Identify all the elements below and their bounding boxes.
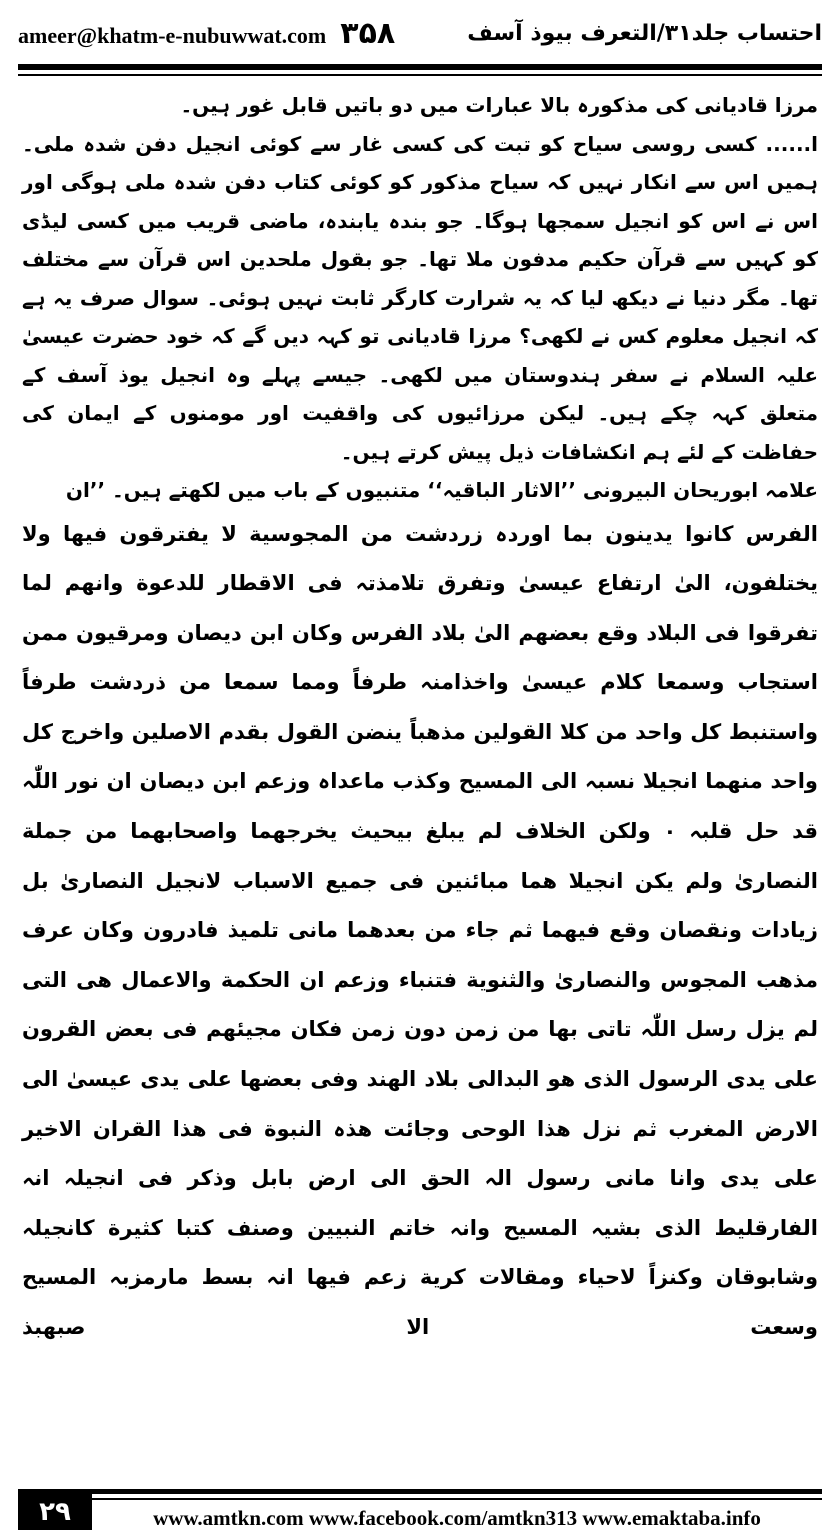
header-left	[18, 16, 395, 51]
urdu-commentary	[22, 86, 818, 510]
header-rule-thin	[18, 74, 822, 76]
header-rule-thick	[18, 64, 822, 70]
page-content	[22, 86, 818, 1353]
footer-links: www.amtkn.com www.facebook.com/amtkn313 www.emaktaba.info	[153, 1505, 761, 1530]
footer-page-box: ۲۹	[18, 1494, 92, 1530]
arabic-paragraph: الفرس کانوا یدینون بما اوردہ زردشت من المجوسیة لا یفترقون فیھا ولا یختلفون، الیٰ ارتفاع عیسیٰ وتفرق تلامذتہ فی الاقطار للدعوة وانھم لما تفرقوا فی البلاد وقع بعضھم الیٰ بلاد الفرس وکان ابن دیصان ومرقیون ممن استجاب وسمعا کلام عیسیٰ واخذامنہ طرفاً ومما سمعا من ذردشت طرفاً واستنبط کل واحد من کلا القولین مذھباً ینضن القول بقدم الاصلین واخرج کل واحد منھما انجیلا نسبہ الی المسیح وکذب ماعداہ وزعم ابن دیصان ان نور اللّٰہ قد حل قلبہ ٠ ولکن الخلاف لم یبلغ بیحیث یخرجھما واصحابھما من جملة النصاریٰ ولم یکن انجیلا ھما مبائنین فی جمیع الاسباب لانجیل النصاریٰ بل زیادات ونقصان وقع فیھما ثم جاء من بعدھما مانی تلمیذ فادرون وکان عرف مذھب المجوس والنصاریٰ والثنویة فتنباء وزعم ان الحکمة والاعمال ھی التی لم یزل رسل اللّٰہ تاتی بھا من زمن دون زمن فکان مجیئھم فی بعض القرون علی یدی الرسول الذی ھو البدالی بلاد الھند وفی بعضھا علی یدی عیسیٰ الی الارض المغرب ثم نزل ھذا الوحی وجائت ھذہ النبوة فی ھذا القران الاخیر علی یدی وانا مانی رسول الہ الحق الی ارض بابل وذکر فی انجیلہ انہ الفارقلیط الذی بشیہ المسیح وانہ خاتم النبیین وصنف کتبا کثیرة کانجیلہ وشابوقان وکنزاً لاحیاء ومقالات کریة زعم فیھا انہ بسط مارمزبہ المسیح وسعت الا صبھبذ	[22, 521, 818, 1339]
page-header	[18, 8, 822, 58]
page-footer	[18, 1497, 822, 1536]
urdu-paragraph-2: ا...... کسی روسی سیاح کو تبت کی کسی غار سے کوئی انجیل دفن شدہ ملی۔ ہمیں اس سے انکار نہیں کہ سیاح مذکور کو کوئی کتاب دفن شدہ ملی ہوگی اور اس نے اس کو انجیل سمجھا ہوگا۔ جو بندہ یابندہ، ماضی قریب میں کسی لیڈی کو کہیں سے قرآن حکیم مدفون ملا تھا۔ جو بقول ملحدین اس قرآن سے مختلف تھا۔ مگر دنیا نے دیکھ لیا کہ یہ شرارت کارگر ثابت نہیں ہوئی۔ سوال صرف یہ ہے کہ انجیل معلوم کس نے لکھی؟ مرزا قادیانی تو کہہ دیں گے کہ خود حضرت عیسیٰ علیہ السلام نے سفر ہندوستان میں لکھی۔ جیسے پہلے وہ انجیل یوذ آسف کے متعلق کہہ چکے ہیں۔ لیکن مرزائیوں کی واقفیت اور مومنوں کے ایمان کی حفاظت کے لئے ہم انکشافات ذیل پیش کرتے ہیں۔	[22, 131, 818, 464]
footer-rule-thick	[18, 1489, 822, 1494]
header-email: ameer@khatm-e-nubuwwat.com	[18, 22, 327, 48]
header-title: احتساب جلد۳۱/التعرف بیوذ آسف	[467, 20, 822, 46]
arabic-quotation	[22, 510, 818, 1353]
urdu-paragraph-3: علامہ ابوریحان البیرونی ’’الاثار الباقیہ‘‘ متنبیوں کے باب میں لکھتے ہیں۔ ’’ان	[65, 478, 818, 502]
urdu-paragraph-1: مرزا قادیانی کی مذکورہ بالا عبارات میں دو باتیں قابل غور ہیں۔	[180, 93, 818, 117]
header-page-number: ۳۵۸	[340, 15, 396, 51]
